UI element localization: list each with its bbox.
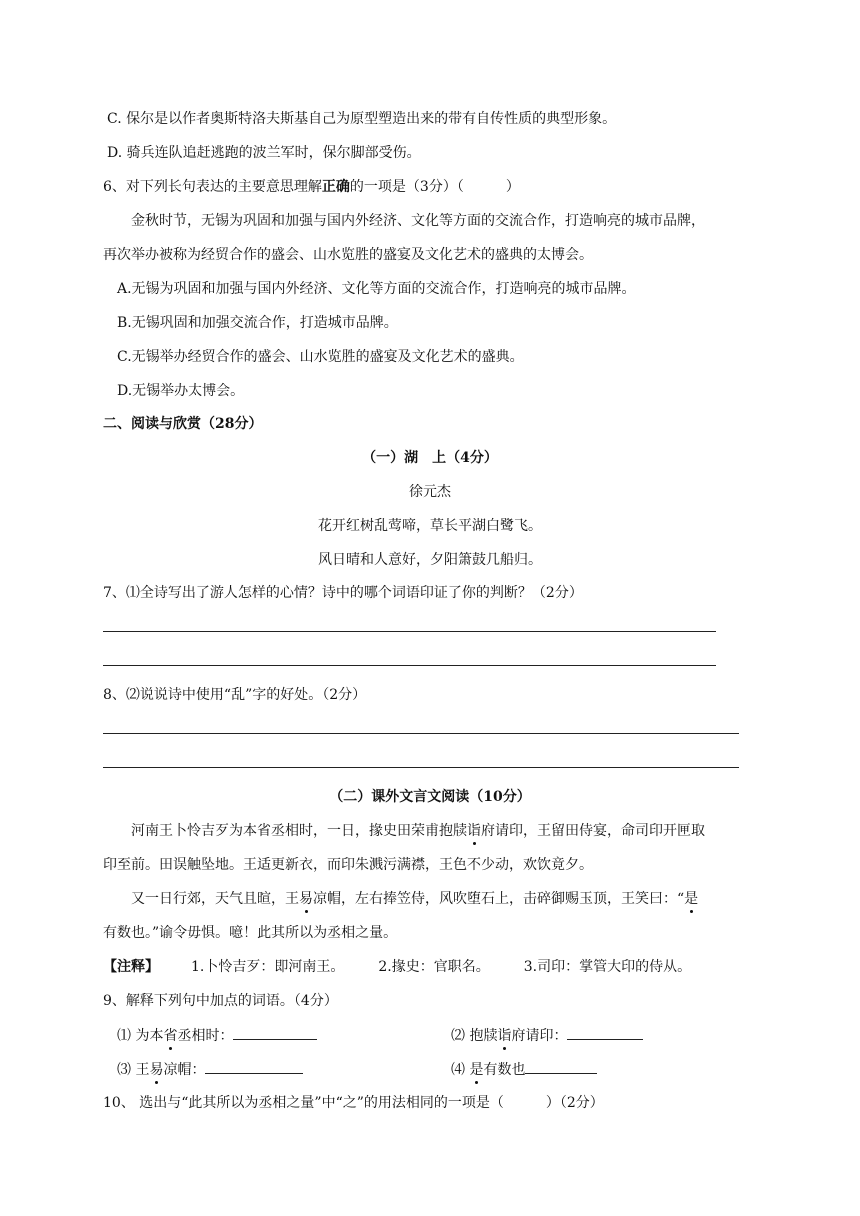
- classical-p2-line2: 有数也。”谕令毋惧。噫！此其所以为丞相之量。: [103, 925, 398, 941]
- poem-title: （一）湖 上（4分）: [362, 450, 498, 466]
- q6-stem-part1: 6、对下列长句表达的主要意思理解: [103, 179, 322, 195]
- dotted-word-yi: 诣: [467, 823, 481, 839]
- dotted-word-yi2: 易: [299, 891, 313, 907]
- q8-answer-line1[interactable]: [103, 733, 739, 734]
- q7-stem: 7、⑴全诗写出了游人怎样的心情？诗中的哪个词语印证了你的判断？（2分）: [103, 585, 583, 601]
- classical-p1-line1: [131, 821, 705, 841]
- q9-item3-blank[interactable]: [205, 1059, 303, 1074]
- q9-item4: [451, 1059, 597, 1080]
- q9-item1-b: 丞相时：: [177, 1028, 234, 1044]
- q9-item3: [117, 1059, 303, 1080]
- notes-label: 【注释】: [103, 959, 159, 975]
- q8-stem: 8、⑵说说诗中使用“乱”字的好处。（2分）: [103, 687, 367, 703]
- q9-item4-b: 有数也: [483, 1062, 526, 1078]
- classical-p1-line2: 印至前。田误触坠地。王适更新衣，而印朱溅污满襟，王色不少动，欢饮竟夕。: [103, 857, 593, 873]
- note-1: 1.卜怜吉歹：即河南王。: [191, 959, 345, 975]
- q6-option-c: C.无锡举办经贸合作的盛会、山水览胜的盛宴及文化艺术的盛典。: [117, 349, 524, 365]
- q9-item1: [117, 1025, 317, 1046]
- classical-p2-line1-a: 又一日行郊，天气且暄，王: [131, 891, 299, 907]
- q6-passage-line1: 金秋时节，无锡为巩固和加强与国内外经济、文化等方面的交流合作，打造响亮的城市品牌，: [131, 213, 705, 229]
- q9-item3-b: 凉帽：: [163, 1062, 206, 1078]
- note-3: 3.司印：掌管大印的侍从。: [523, 959, 692, 975]
- q6-option-b: B.无锡巩固和加强交流合作，打造城市品牌。: [117, 315, 398, 331]
- q9-item2-b: 府请印：: [511, 1028, 568, 1044]
- q6-option-a: A.无锡为巩固和加强与国内外经济、文化等方面的交流合作，打造响亮的城市品牌。: [117, 281, 636, 297]
- classical-title: （二）课外文言文阅读（10分）: [329, 789, 531, 805]
- q7-answer-line1[interactable]: [103, 631, 716, 632]
- q7-answer-line2[interactable]: [103, 665, 716, 666]
- q9-item2-a: ⑵ 抱牍: [451, 1028, 498, 1044]
- dotted-word-yi4: 易: [149, 1062, 164, 1078]
- q9-item2: [451, 1025, 643, 1046]
- q9-item2-blank[interactable]: [567, 1025, 643, 1040]
- q5-option-c: C. 保尔是以作者奥斯特洛夫斯基自己为原型塑造出来的带有自传性质的典型形象。: [107, 111, 617, 127]
- q6-stem-part2: 的一项是（3分）（ ）: [349, 179, 520, 195]
- q6-passage-line2: 再次举办被称为经贸合作的盛会、山水览胜的盛宴及文化艺术的盛典的太博会。: [103, 247, 593, 263]
- classical-p2-line1-b: 凉帽，左右捧笠侍，风吹堕石上，击碎御赐玉顶，王笑曰：“: [313, 891, 685, 907]
- dotted-word-yi3: 诣: [497, 1028, 512, 1044]
- q5-option-d: D. 骑兵连队追赶逃跑的波兰军时，保尔脚部受伤。: [107, 145, 421, 161]
- classical-p2-line1: [131, 889, 698, 909]
- q9-item4-blank[interactable]: [525, 1059, 597, 1074]
- dotted-word-sheng: 省: [163, 1028, 178, 1044]
- q6-stem-emphasis: 正确: [321, 179, 350, 195]
- q9-item1-a: ⑴ 为本: [117, 1028, 164, 1044]
- q9-item4-a: ⑷: [451, 1062, 470, 1078]
- q8-answer-line2[interactable]: [103, 767, 739, 768]
- q9-item1-blank[interactable]: [233, 1025, 317, 1040]
- q9-stem: 9、解释下列句中加点的词语。（4分）: [103, 993, 338, 1009]
- q6-stem: [103, 177, 520, 197]
- q6-option-d: D.无锡举办太博会。: [117, 383, 245, 399]
- poem-line2: 风日晴和人意好，夕阳箫鼓几船归。: [318, 552, 542, 568]
- note-2: 2.掾史：官职名。: [378, 959, 490, 975]
- q10-stem: 10、 选出与“此其所以为丞相之量”中“之”的用法相同的一项是（ ）（2分）: [103, 1095, 604, 1111]
- notes: [103, 957, 691, 977]
- dotted-word-shi2: 是: [469, 1062, 484, 1078]
- section2-heading: 二、阅读与欣赏（28分）: [103, 416, 263, 432]
- dotted-word-shi: 是: [684, 891, 699, 907]
- classical-p1-line1-b: 府请印，王留田侍宴，命司印开匣取: [481, 823, 705, 839]
- poem-line1: 花开红树乱莺啼，草长平湖白鹭飞。: [318, 518, 542, 534]
- poem-author: 徐元杰: [409, 484, 451, 500]
- classical-p1-line1-a: 河南王卜怜吉歹为本省丞相时，一日，掾史田荣甫抱牍: [131, 823, 467, 839]
- q9-item3-a: ⑶ 王: [117, 1062, 150, 1078]
